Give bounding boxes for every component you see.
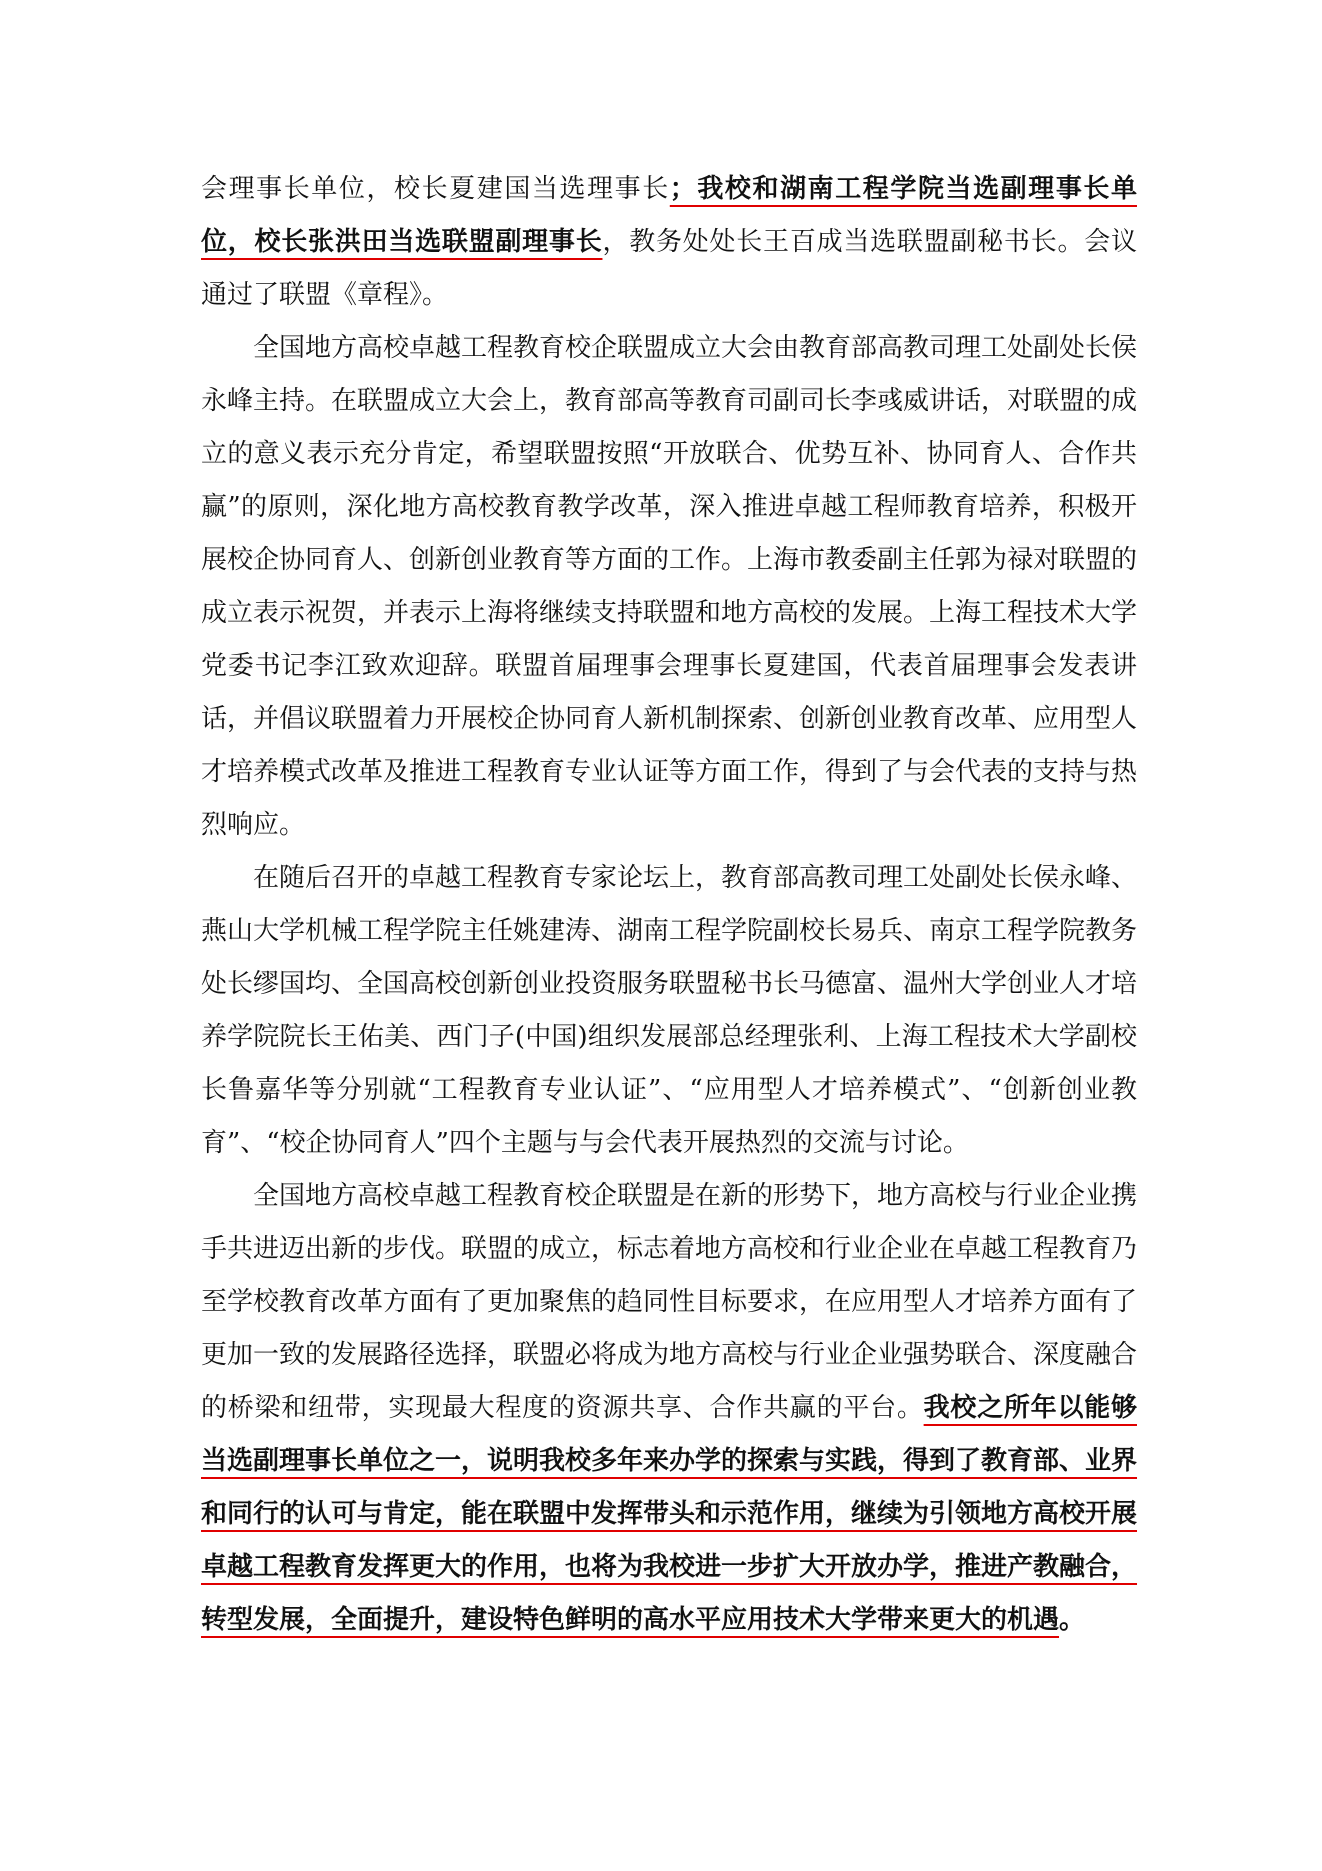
paragraph-council-election bbox=[201, 163, 1137, 322]
significance-text: 全国地方高校卓越工程教育校企联盟是在新的形势下，地方高校与行业企业携手共进迈出新的步伐。联盟的成立，标志着地方高校和行业企业在卓越工程教育乃至学校教育改革方面有了更加聚焦的趋同性目标要求，在应用型人才培养方面有了更加一致的发展路径选择，联盟必将成为地方高校与行业企业强势联合、深度融合的桥梁和纽带，实现最大程度的资源共享、合作共赢的平台。 bbox=[201, 1181, 1138, 1423]
document-body bbox=[201, 163, 1137, 1647]
council-election-highlight: ；我校和湖南工程学院当选副理事长单位，校长张洪田当选联盟副理事长 bbox=[201, 174, 1137, 257]
significance-highlight: 我校之所年以能够当选副理事长单位之一，说明我校多年来办学的探索与实践，得到了教育部、业界和同行的认可与肯定，能在联盟中发挥带头和示范作用，继续为引领地方高校开展卓越工程教育发挥更大的作用，也将为我校进一步扩大开放办学，推进产教融合，转型发展，全面提升，建设特色鲜明的高水平应用技术大学带来更大的机遇 bbox=[201, 1393, 1138, 1635]
paragraph-founding-meeting: 全国地方高校卓越工程教育校企联盟成立大会由教育部高教司理工处副处长侯永峰主持。在联盟成立大会上，教育部高等教育司副司长李彧威讲话，对联盟的成立的意义表示充分肯定，希望联盟按照“开放联合、优势互补、协同育人、合作共赢”的原则，深化地方高校教育教学改革，深入推进卓越工程师教育培养，积极开展校企协同育人、创新创业教育等方面的工作。上海市教委副主任郭为禄对联盟的成立表示祝贺，并表示上海将继续支持联盟和地方高校的发展。上海工程技术大学党委书记李江致欢迎辞。联盟首届理事会理事长夏建国，代表首届理事会发表讲话，并倡议联盟着力开展校企协同育人新机制探索、创新创业教育改革、应用型人才培养模式改革及推进工程教育专业认证等方面工作，得到了与会代表的支持与热烈响应。 bbox=[201, 333, 1138, 840]
paragraph-expert-forum: 在随后召开的卓越工程教育专家论坛上，教育部高教司理工处副处长侯永峰、燕山大学机械工程学院主任姚建涛、湖南工程学院副校长易兵、南京工程学院教务处长缪国均、全国高校创新创业投资服务联盟秘书长马德富、温州大学创业人才培养学院院长王佑美、西门子(中国)组织发展部总经理张利、上海工程技术大学副校长鲁嘉华等分别就“工程教育专业认证”、“应用型人才培养模式”、“创新创业教育”、“校企协同育人”四个主题与与会代表开展热烈的交流与讨论。 bbox=[201, 863, 1138, 1158]
significance-tail: 。 bbox=[1059, 1605, 1086, 1635]
paragraph-significance bbox=[201, 1170, 1137, 1647]
council-election-text: 会理事长单位，校长夏建国当选理事长 bbox=[201, 174, 670, 204]
council-election-tail: ，教务处处长王百成当选联盟副秘书长。会议通过了联盟《章程》。 bbox=[201, 227, 1137, 310]
